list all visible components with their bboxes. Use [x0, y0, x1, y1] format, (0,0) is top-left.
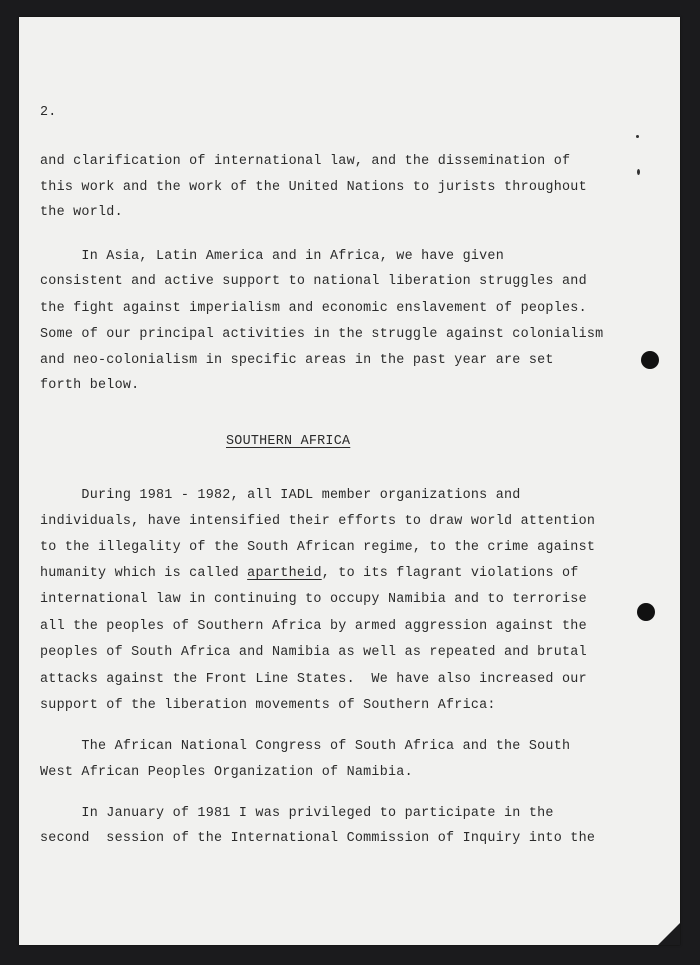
text-line: and clarification of international law, and the dissemination of	[40, 154, 571, 169]
text-line: West African Peoples Organization of Namibia.	[40, 765, 413, 780]
text-line: In Asia, Latin America and in Africa, we have given	[40, 249, 504, 264]
document-page	[19, 17, 680, 945]
text-line: this work and the work of the United Nations to jurists throughout	[40, 180, 587, 195]
page-number: 2.	[40, 105, 57, 120]
ink-speck	[636, 135, 639, 138]
punch-hole	[637, 603, 655, 621]
text-line: attacks against the Front Line States. We have also increased our	[40, 672, 587, 687]
section-heading: SOUTHERN AFRICA	[226, 434, 351, 449]
text-line: to the illegality of the South African regime, to the crime against	[40, 540, 596, 555]
page-corner-fold	[658, 923, 680, 945]
text-line: the fight against imperialism and economic enslavement of peoples.	[40, 301, 587, 316]
text-line: Some of our principal activities in the struggle against colonialism	[40, 327, 604, 342]
text-line: support of the liberation movements of Southern Africa:	[40, 698, 496, 713]
text-line: forth below.	[40, 378, 140, 393]
text-line-apartheid	[40, 567, 579, 580]
text-line: the world.	[40, 205, 123, 220]
text-line: During 1981 - 1982, all IADL member organizations and	[40, 488, 521, 503]
text-line: and neo-colonialism in specific areas in the past year are set	[40, 353, 554, 368]
apartheid-underlined: apartheid	[247, 566, 322, 581]
ink-speck	[637, 169, 640, 175]
text-line: peoples of South Africa and Namibia as well as repeated and brutal	[40, 645, 587, 660]
text-line: second session of the International Commission of Inquiry into the	[40, 831, 596, 846]
text-line: consistent and active support to national liberation struggles and	[40, 274, 587, 289]
text-segment: , to its flagrant violations of	[321, 566, 579, 581]
text-line: international law in continuing to occupy Namibia and to terrorise	[40, 592, 587, 607]
text-segment: humanity which is called	[40, 566, 248, 581]
punch-hole	[641, 351, 659, 369]
text-line: all the peoples of Southern Africa by armed aggression against the	[40, 619, 587, 634]
text-line: In January of 1981 I was privileged to participate in the	[40, 806, 554, 821]
text-line: individuals, have intensified their efforts to draw world attention	[40, 514, 596, 529]
text-line: The African National Congress of South Africa and the South	[40, 739, 571, 754]
